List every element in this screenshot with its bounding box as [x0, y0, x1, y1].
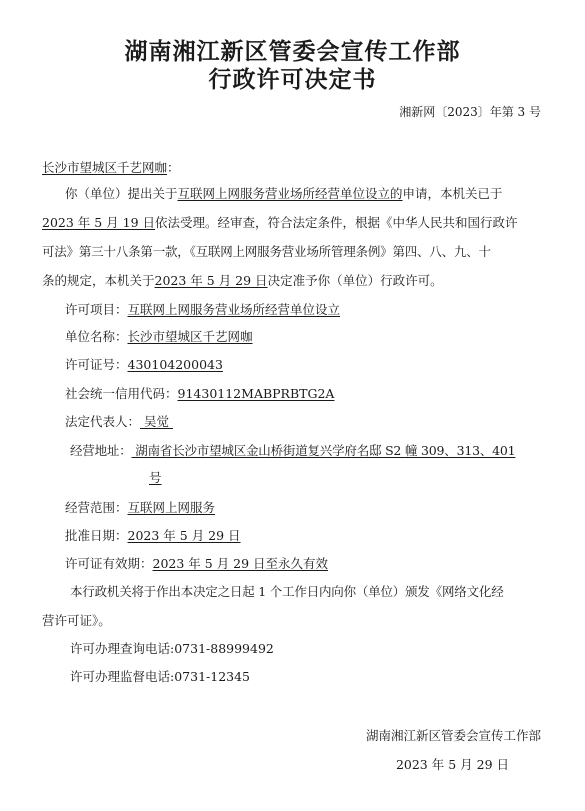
field-license-item — [65, 302, 565, 318]
signature-org: 湖南湘江新区管委会宣传工作部 — [365, 728, 541, 743]
body-line-4 — [42, 273, 542, 289]
field-value: 湖南省长沙市望城区金山桥街道复兴学府名邸 S2 幢 309、313、401 — [131, 443, 516, 458]
field-label: 单位名称： — [65, 329, 128, 344]
body-line-2 — [42, 215, 542, 231]
field-label: 许可证有效期： — [65, 556, 153, 571]
body-text: 条的规定，本机关于 — [42, 273, 155, 288]
field-value: 2023 年 5 月 29 日至永久有效 — [152, 556, 329, 571]
body-text: 依法受理。经审查，符合法定条件，根据《中华人民共和国行政许 — [155, 215, 518, 230]
field-license-number — [65, 357, 565, 373]
query-phone: 许可办理查询电话:0731-88999492 — [70, 641, 274, 656]
field-value: 号 — [149, 470, 162, 485]
field-value: 91430112MABPRBTG2A — [177, 386, 335, 401]
field-address — [70, 443, 570, 459]
document-title-line1: 湖南湘江新区管委会宣传工作部 — [124, 38, 461, 65]
field-legal-rep — [65, 414, 565, 430]
field-label: 经营地址： — [70, 443, 132, 458]
field-label: 法定代表人： — [65, 414, 141, 429]
closing-line-2: 营许可证》。 — [42, 613, 111, 628]
field-label: 社会统一信用代码： — [65, 386, 178, 401]
field-value: 吴觉 — [140, 414, 173, 429]
supervise-phone: 许可办理监督电话:0731-12345 — [70, 669, 251, 684]
body-line-3: 可法》第三十八条第一款，《互联网上网服务营业场所管理条例》第四、八、九、十 — [42, 244, 491, 259]
accept-date: 2023 年 5 月 19 日 — [42, 215, 156, 230]
closing-line-1: 本行政机关将于作出本决定之日起 1 个工作日内向你（单位）颁发《网络文化经 — [70, 584, 504, 599]
application-item: 互联网上网服务营业场所经营单位设立的 — [177, 186, 403, 201]
field-address-continued — [149, 470, 585, 486]
body-text: 申请，本机关已于 — [402, 186, 503, 201]
field-label: 经营范围： — [65, 500, 128, 515]
field-value: 互联网上网服务 — [127, 500, 216, 515]
document-number: 湘新网〔2023〕年第 3 号 — [399, 105, 541, 119]
addressee-colon: ： — [167, 160, 180, 175]
field-unit-name — [65, 329, 565, 345]
signature-date: 2023 年 5 月 29 日 — [395, 757, 509, 772]
document-title-line2: 行政许可决定书 — [208, 66, 377, 93]
field-value: 互联网上网服务营业场所经营单位设立 — [127, 302, 341, 317]
addressee-line — [42, 160, 542, 176]
field-label: 许可证号： — [65, 357, 128, 372]
body-text: 你（单位）提出关于 — [65, 186, 178, 201]
body-line-1 — [65, 186, 565, 202]
field-label: 批准日期： — [65, 528, 128, 543]
field-label: 许可项目： — [65, 302, 128, 317]
field-value: 2023 年 5 月 29 日 — [127, 528, 241, 543]
field-value: 长沙市望城区千艺网咖 — [127, 329, 253, 344]
field-approval-date — [65, 528, 565, 544]
body-text: 决定准予你（单位）行政许可。 — [267, 273, 443, 288]
field-validity — [65, 556, 565, 572]
field-value: 430104200043 — [127, 357, 223, 372]
decision-date: 2023 年 5 月 29 日 — [154, 273, 268, 288]
field-business-scope — [65, 500, 565, 516]
addressee: 长沙市望城区千艺网咖 — [42, 160, 168, 175]
field-credit-code — [65, 386, 565, 402]
